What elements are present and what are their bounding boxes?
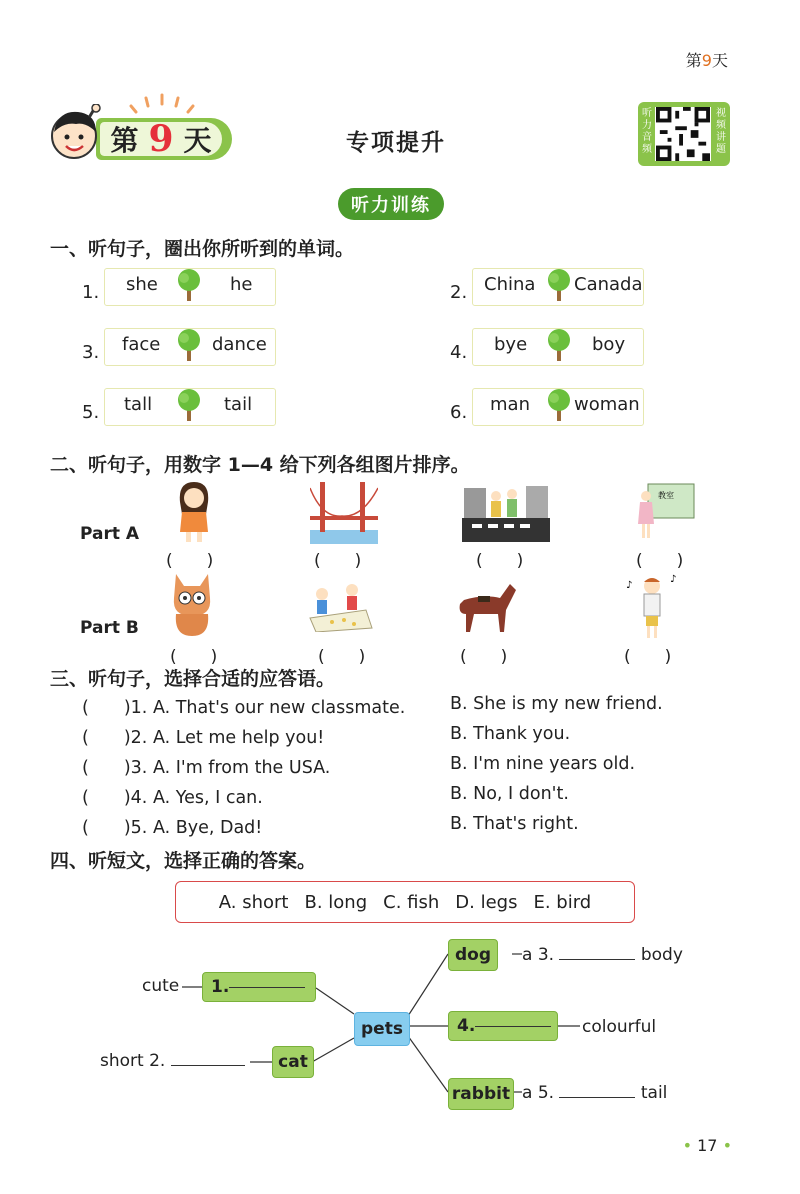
svg-text:♪: ♪ bbox=[670, 574, 677, 585]
corner-day-label: 第9天 bbox=[685, 51, 728, 70]
option-a[interactable]: A. Let me help you! bbox=[152, 728, 325, 748]
word-option[interactable]: boy bbox=[592, 334, 626, 355]
pets-center-node: pets bbox=[354, 1012, 410, 1046]
colourful-label: colourful bbox=[582, 1017, 657, 1037]
response-row bbox=[82, 754, 330, 779]
option-item: D. legs bbox=[455, 891, 518, 913]
day-ribbon: 第 9 天 bbox=[96, 118, 232, 160]
word-option[interactable]: man bbox=[490, 394, 530, 415]
word-option[interactable]: face bbox=[122, 334, 161, 355]
map-blank-4[interactable]: 4. bbox=[448, 1011, 558, 1041]
answer-paren[interactable]: ( ) bbox=[318, 647, 366, 667]
kids-drawing-picture bbox=[306, 580, 374, 632]
singing-boy-picture bbox=[620, 574, 684, 640]
answer-paren[interactable]: ( ) bbox=[636, 551, 684, 571]
response-row bbox=[82, 784, 263, 809]
tree-icon bbox=[176, 328, 202, 362]
qr-left-caption: 听 力 音 频 bbox=[642, 108, 652, 155]
answer-paren[interactable]: ( )5. bbox=[82, 818, 148, 838]
cat-picture bbox=[168, 568, 216, 638]
word-option[interactable]: woman bbox=[574, 394, 640, 415]
page-number: • 17 • bbox=[682, 1136, 732, 1155]
tree-icon bbox=[546, 328, 572, 362]
option-a[interactable]: A. Bye, Dad! bbox=[152, 818, 263, 838]
rabbit-tail-blank[interactable]: a 5. tail bbox=[522, 1083, 668, 1103]
svg-text:♪: ♪ bbox=[626, 580, 633, 591]
page-title: 专项提升 bbox=[346, 130, 446, 156]
tree-icon bbox=[546, 268, 572, 302]
response-row bbox=[82, 694, 405, 719]
option-a[interactable]: A. I'm from the USA. bbox=[152, 758, 331, 778]
option-item: B. long bbox=[304, 891, 368, 913]
part-a-label: Part A bbox=[80, 524, 140, 544]
option-b[interactable]: B. I'm nine years old. bbox=[450, 754, 636, 774]
word-option[interactable]: Canada bbox=[574, 274, 643, 295]
listening-badge: 听力训练 bbox=[338, 188, 444, 220]
response-row bbox=[82, 724, 324, 749]
section-4-title: 四、听短文，选择正确的答案。 bbox=[50, 850, 317, 872]
option-a[interactable]: A. Yes, I can. bbox=[152, 788, 263, 808]
answer-options-box bbox=[175, 881, 635, 923]
qr-code-icon[interactable] bbox=[655, 107, 711, 161]
map-blank-1[interactable]: 1. bbox=[202, 972, 316, 1002]
section-1-title: 一、听句子，圈出你所听到的单词。 bbox=[50, 238, 355, 260]
short-blank[interactable]: short 2. bbox=[100, 1051, 245, 1071]
answer-paren[interactable]: ( ) bbox=[170, 647, 218, 667]
option-item: E. bird bbox=[533, 891, 592, 913]
word-option[interactable]: tail bbox=[224, 394, 253, 415]
option-b[interactable]: B. That's right. bbox=[450, 814, 579, 834]
horse-picture bbox=[454, 580, 520, 634]
bridge-picture bbox=[310, 478, 378, 544]
option-a[interactable]: A. That's our new classmate. bbox=[152, 698, 406, 718]
answer-paren[interactable]: ( ) bbox=[476, 551, 524, 571]
response-row bbox=[82, 814, 262, 839]
option-b[interactable]: B. She is my new friend. bbox=[450, 694, 663, 714]
tree-icon bbox=[546, 388, 572, 422]
answer-paren[interactable]: ( )4. bbox=[82, 788, 148, 808]
teacher-picture bbox=[634, 482, 696, 544]
part-b-label: Part B bbox=[80, 618, 139, 638]
word-option[interactable]: she bbox=[126, 274, 158, 295]
dog-body-blank[interactable]: a 3. body bbox=[522, 945, 683, 965]
section-3-title: 三、听句子，选择合适的应答语。 bbox=[50, 668, 336, 690]
sun-rays-decoration bbox=[128, 92, 198, 116]
cute-label: cute bbox=[142, 976, 180, 996]
rabbit-node: rabbit bbox=[448, 1078, 514, 1110]
dog-node: dog bbox=[448, 939, 498, 971]
answer-paren[interactable]: ( ) bbox=[460, 647, 508, 667]
answer-paren[interactable]: ( ) bbox=[314, 551, 362, 571]
qr-code-panel[interactable] bbox=[638, 102, 730, 166]
answer-paren[interactable]: ( ) bbox=[166, 551, 214, 571]
answer-paren[interactable]: ( )1. bbox=[82, 698, 148, 718]
tree-icon bbox=[176, 388, 202, 422]
option-b[interactable]: B. No, I don't. bbox=[450, 784, 569, 804]
cat-node: cat bbox=[272, 1046, 314, 1078]
tree-icon bbox=[176, 268, 202, 302]
option-item: C. fish bbox=[383, 891, 440, 913]
word-option[interactable]: China bbox=[484, 274, 536, 295]
word-option[interactable]: dance bbox=[212, 334, 267, 355]
answer-paren[interactable]: ( ) bbox=[624, 647, 672, 667]
word-option[interactable]: tall bbox=[124, 394, 153, 415]
word-option[interactable]: he bbox=[230, 274, 253, 295]
option-b[interactable]: B. Thank you. bbox=[450, 724, 571, 744]
svg-text:教室: 教室 bbox=[658, 491, 674, 500]
crosswalk-picture bbox=[462, 484, 550, 542]
qr-right-caption: 视 频 讲 题 bbox=[716, 108, 726, 155]
option-item: A. short bbox=[218, 891, 289, 913]
girl-picture bbox=[170, 480, 218, 544]
word-option[interactable]: bye bbox=[494, 334, 528, 355]
boy-mascot-icon bbox=[46, 104, 106, 166]
answer-paren[interactable]: ( )3. bbox=[82, 758, 148, 778]
section-2-title: 二、听句子，用数字 1—4 给下列各组图片排序。 bbox=[50, 454, 470, 476]
answer-paren[interactable]: ( )2. bbox=[82, 728, 148, 748]
